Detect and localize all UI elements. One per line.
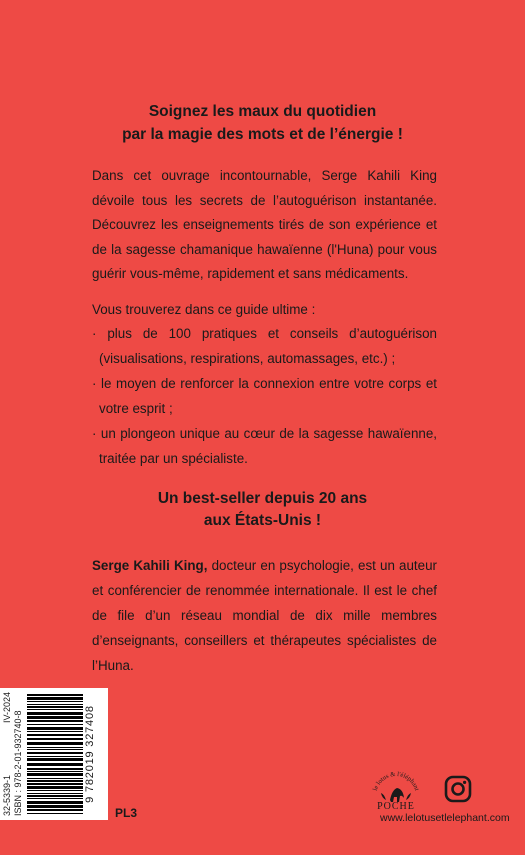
instagram-icon[interactable]: [444, 775, 472, 803]
author-bio: [92, 553, 437, 678]
list-item: · un plongeon unique au cœur de la sagesse hawaïenne, traitée par un spécialiste.: [92, 422, 437, 471]
list-item: · le moyen de renforcer la connexion entre votre corps et votre esprit ;: [92, 372, 437, 421]
website-link[interactable]: www.lelotusetlelephant.com: [380, 812, 510, 824]
logo-text: le lotus & l'éléphant: [371, 770, 421, 792]
author-name: Serge Kahili King,: [92, 558, 208, 573]
headline-line-2: par la magie des mots et de l’énergie !: [122, 126, 403, 143]
poche-label: POCHE: [377, 801, 415, 812]
intro-paragraph: Dans cet ouvrage incontournable, Serge Kahili King dévoile tous les secrets de l’autoguérison instantanée. Découvrez les enseignements tirés de son expérience et de la sagesse chamanique hawaïenne (l'Huna) pour vous guérir vous-même, rapidement et sans médicaments.: [92, 168, 437, 281]
series-code: PL3: [115, 806, 138, 820]
tagline-line-2: aux États-Unis !: [203, 512, 322, 529]
tagline-line-1: Un best-seller depuis 20 ans: [157, 490, 368, 507]
edition-code: IV-2024: [2, 692, 12, 724]
product-code: 32-5339-1: [2, 774, 12, 816]
isbn-text: ISBN : 978-2-01-932740-8: [13, 710, 23, 816]
barcode-panel: [0, 688, 108, 820]
headline-line-1: Soignez les maux du quotidien: [148, 103, 377, 120]
tagline: [0, 488, 525, 532]
barcode-digits: 9 782019 327408: [84, 705, 96, 803]
headline: [0, 100, 525, 146]
list-item: · plus de 100 pratiques et conseils d’autoguérison (visualisations, respirations, automassages, etc.) ;: [92, 322, 437, 371]
list-intro: Vous trouverez dans ce guide ultime :: [92, 302, 316, 317]
bullet-list: [92, 322, 437, 471]
barcode-bars: [27, 694, 83, 814]
author-bio-text: docteur en psychologie, est un auteur et conférencier de renommée internationale. Il est le chef de file d’un réseau mondial de dix mille membres d’enseignants, conseillers et thérapeutes spécialistes de l’Huna.: [92, 558, 438, 673]
